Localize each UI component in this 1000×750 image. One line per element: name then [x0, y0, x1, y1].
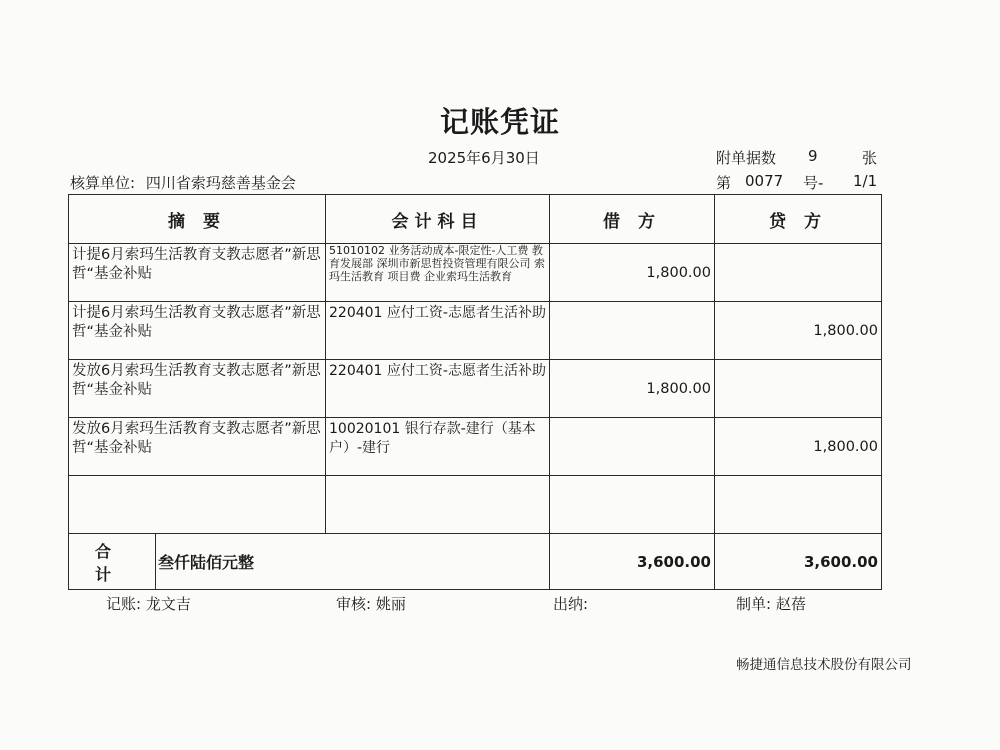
accounting-unit-label: 核算单位: [70, 174, 136, 192]
attachments-count [716, 147, 878, 168]
total-cell [69, 534, 550, 590]
row-summary [69, 476, 326, 534]
row-account: 220401 应付工资-志愿者生活补助 [326, 360, 550, 418]
voucher-page: 1/1 [853, 172, 878, 190]
header-credit: 贷 方 [715, 195, 882, 244]
row-credit [715, 244, 882, 302]
attachments-number: 9 [808, 147, 818, 165]
table-row [69, 302, 882, 360]
header-summary: 摘 要 [69, 195, 326, 244]
table-row [69, 418, 882, 476]
preparer-signature: 制单: 赵蓓 [736, 595, 806, 613]
table-row-empty [69, 476, 882, 534]
total-in-words: 叁仟陆佰元整 [158, 553, 255, 572]
voucher-no: 0077 [745, 172, 784, 190]
accounting-unit [70, 172, 296, 193]
table-row [69, 244, 882, 302]
row-account: 220401 应付工资-志愿者生活补助 [326, 302, 550, 360]
voucher-date: 2025年6月30日 [428, 149, 540, 167]
row-summary: 发放6月索玛生活教育支教志愿者”新思哲“基金补贴 [69, 418, 326, 476]
attachments-label: 附单据数 [716, 149, 777, 167]
row-credit: 1,800.00 [715, 302, 882, 360]
table-header [69, 195, 882, 244]
row-summary: 发放6月索玛生活教育支教志愿者”新思哲“基金补贴 [69, 360, 326, 418]
document-title: 记账凭证 [439, 105, 560, 139]
table-row [69, 360, 882, 418]
total-credit: 3,600.00 [715, 534, 882, 590]
header-debit: 借 方 [550, 195, 715, 244]
row-summary: 计提6月索玛生活教育支教志愿者”新思哲“基金补贴 [69, 302, 326, 360]
header-account: 会计科目 [326, 195, 550, 244]
reviewer-signature: 审核: 姚丽 [336, 595, 406, 613]
total-label: 合 计 [69, 534, 156, 589]
row-summary: 计提6月索玛生活教育支教志愿者”新思哲“基金补贴 [69, 244, 326, 302]
row-debit [550, 302, 715, 360]
row-account [326, 476, 550, 534]
table-total-row [69, 534, 882, 590]
attachments-unit: 张 [862, 149, 878, 167]
voucher-number [716, 172, 881, 192]
bookkeeper-signature: 记账: 龙文吉 [106, 595, 191, 613]
accounting-unit-name: 四川省索玛慈善基金会 [145, 174, 296, 192]
total-debit: 3,600.00 [550, 534, 715, 590]
row-account: 51010102 业务活动成本-限定性-人工费 教育发展部 深圳市新思哲投资管理有限公司 索玛生活教育 项目费 企业索玛生活教育 [326, 244, 550, 302]
voucher-table [68, 194, 882, 590]
row-debit [550, 418, 715, 476]
row-debit: 1,800.00 [550, 360, 715, 418]
software-company: 畅捷通信息技术股份有限公司 [736, 657, 912, 673]
row-debit [550, 476, 715, 534]
row-credit [715, 476, 882, 534]
cashier-signature: 出纳: [553, 595, 589, 613]
row-credit [715, 360, 882, 418]
row-account: 10020101 银行存款-建行（基本户）-建行 [326, 418, 550, 476]
voucher-prefix: 第 [716, 174, 732, 192]
row-credit: 1,800.00 [715, 418, 882, 476]
row-debit: 1,800.00 [550, 244, 715, 302]
voucher-suffix: 号- [803, 174, 824, 192]
